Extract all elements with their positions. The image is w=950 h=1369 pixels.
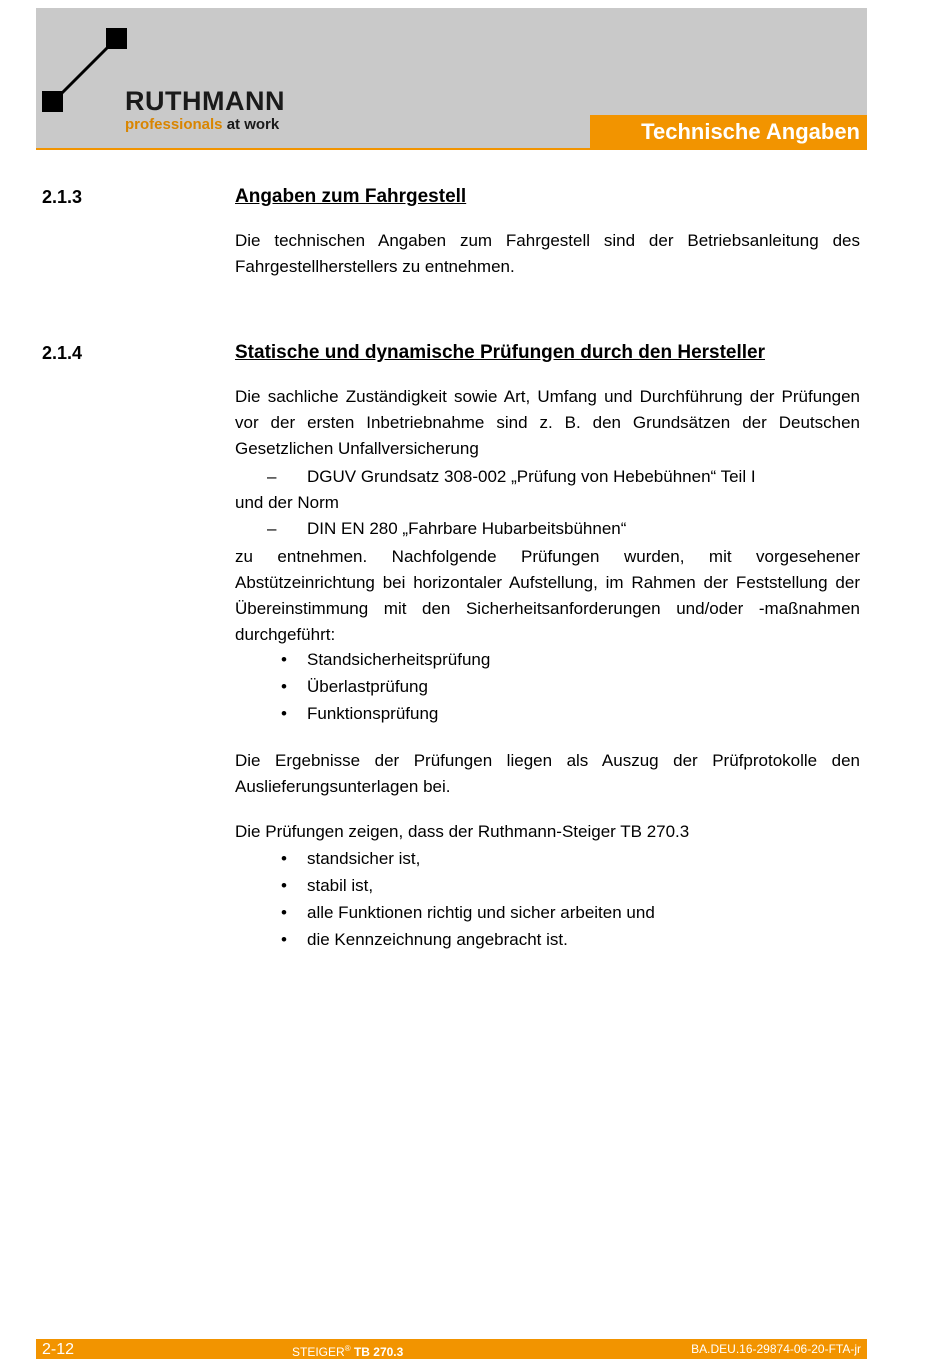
section-number: 2.1.4 bbox=[42, 343, 83, 363]
list-item: • alle Funktionen richtig und sicher arbeiten und bbox=[281, 903, 655, 922]
document-code: BA.DEU.16-29874-06-20-FTA-jr bbox=[691, 1342, 861, 1356]
connector-text: und der Norm bbox=[235, 493, 339, 512]
model-label: STEIGER® TB 270.3 bbox=[292, 1344, 404, 1359]
tagline-part2: at work bbox=[226, 116, 280, 133]
bullet-icon: • bbox=[281, 849, 287, 868]
dash-icon: – bbox=[267, 467, 277, 486]
section-heading: Angaben zum Fahrgestell bbox=[235, 186, 467, 207]
list-item: • stabil ist, bbox=[281, 876, 374, 895]
bullet-icon: • bbox=[281, 704, 287, 723]
list-item: • die Kennzeichnung angebracht ist. bbox=[281, 930, 568, 949]
page-number: 2-12 bbox=[42, 1341, 75, 1358]
results-paragraph: Die Ergebnisse der Prüfungen liegen als Auszug der Prüfprotokolle den Auslieferungsunterlagen bei. bbox=[235, 751, 860, 796]
list-item: • Standsicherheitsprüfung bbox=[281, 650, 491, 669]
conclusion-intro: Die Prüfungen zeigen, dass der Ruthmann-Steiger TB 270.3 bbox=[235, 822, 690, 841]
dash-list-item: – DGUV Grundsatz 308-002 „Prüfung von Hebebühnen“ Teil I bbox=[267, 467, 756, 486]
continuation-paragraph: zu entnehmen. Nachfolgende Prüfungen wurden, mit vorgesehener Abstützeinrichtung bei horizontaler Aufstellung, im Rahmen der Feststellung der Übereinstimmung mit den Sicherheitsanforderungen und/oder -maßnahmen durchgeführt: bbox=[235, 547, 860, 644]
list-item: • standsicher ist, bbox=[281, 849, 421, 868]
dash-list-item: – DIN EN 280 „Fahrbare Hubarbeitsbühnen“ bbox=[267, 519, 627, 538]
list-item: • Funktionsprüfung bbox=[281, 704, 439, 723]
bullet-icon: • bbox=[281, 650, 287, 669]
list-item: • Überlastprüfung bbox=[281, 677, 428, 696]
intro-paragraph: Die sachliche Zuständigkeit sowie Art, Umfang und Durchführung der Prüfungen vor der ersten Inbetriebnahme sind z. B. den Grundsätzen der Deutschen Gesetzlichen Unfallversicherung bbox=[235, 387, 860, 458]
header-divider bbox=[36, 148, 867, 150]
tagline-part1: professionals bbox=[125, 116, 223, 133]
page-footer bbox=[36, 1339, 867, 1359]
bullet-icon: • bbox=[281, 903, 287, 922]
bullet-icon: • bbox=[281, 930, 287, 949]
brand-name: RUTHMANN bbox=[125, 86, 285, 116]
section-heading: Statische und dynamische Prüfungen durch den Hersteller bbox=[235, 342, 766, 363]
section-title-banner: Technische Angaben bbox=[590, 115, 867, 149]
section-paragraph: Die technischen Angaben zum Fahrgestell sind der Betriebsanleitung des Fahrgestellherstellers zu entnehmen. bbox=[235, 231, 860, 276]
bullet-icon: • bbox=[281, 677, 287, 696]
ruthmann-logo-icon bbox=[40, 26, 130, 116]
bullet-icon: • bbox=[281, 876, 287, 895]
dash-icon: – bbox=[267, 519, 277, 538]
section-number: 2.1.3 bbox=[42, 187, 83, 207]
brand-tagline bbox=[125, 117, 279, 132]
